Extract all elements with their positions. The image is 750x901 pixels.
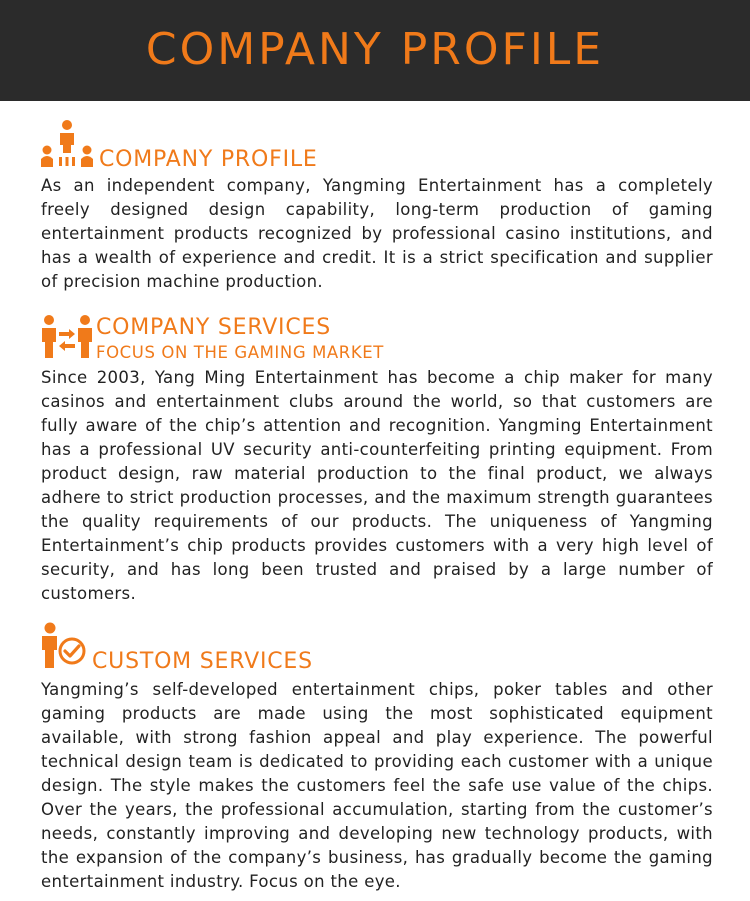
section-body: As an independent company, Yangming Entertainment has a completely freely designed design capability, long-term production of gaming entertainment products recognized by professional casino institutions, and has a wealth of experience and credit. It is a strict specification and supplier of precision machine production. bbox=[41, 176, 713, 291]
page-banner bbox=[0, 0, 750, 101]
people-group-icon bbox=[40, 119, 94, 169]
section-body: Yangming’s self-developed entertainment chips, poker tables and other gaming products are made using the most sophisticated equipment available, with strong fashion appeal and play experience. The powerful technical design team is dedicated to providing each customer with a unique design. The style makes the customers feel the safe use value of the chips. Over the years, the professional accumulation, starting from the customer’s needs, constantly improving and developing new technology products, with the expansion of the company’s business, has gradually become the gaming entertainment industry. Focus on the eye. bbox=[41, 680, 713, 891]
section-heading: COMPANY SERVICES bbox=[96, 315, 331, 340]
banner-title: COMPANY PROFILE bbox=[145, 24, 605, 75]
section-heading: CUSTOM SERVICES bbox=[92, 649, 313, 674]
people-exchange-icon bbox=[41, 314, 93, 360]
person-check-icon bbox=[41, 622, 87, 670]
section-body: Since 2003, Yang Ming Entertainment has become a chip maker for many casinos and entertainment clubs around the world, so that customers are fully aware of the chip’s attention and recognition. Yangming Entertainment has a professional UV security anti-counterfeiting printing equipment. From product design, raw material production to the final product, we always adhere to strict production processes, and the maximum strength guarantees the quality requirements of our products. The uniqueness of Yangming Entertainment’s chip products provides customers with a very high level of security, and has long been trusted and praised by a large number of customers. bbox=[41, 368, 713, 603]
section-subheading: FOCUS ON THE GAMING MARKET bbox=[96, 343, 384, 362]
section-heading: COMPANY PROFILE bbox=[99, 147, 318, 172]
